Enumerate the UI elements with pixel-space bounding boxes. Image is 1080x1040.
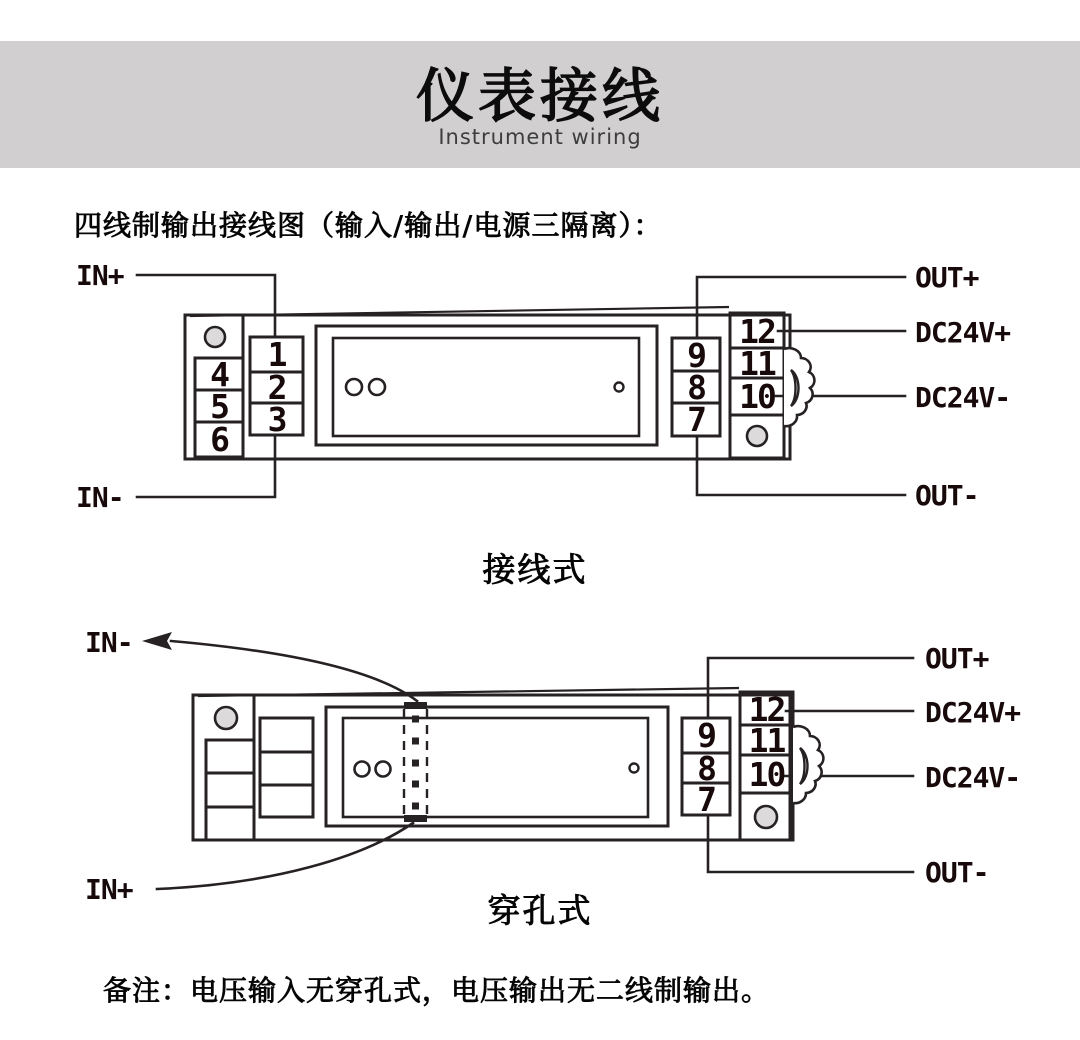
caption-through-hole-type: 穿孔式 [487, 891, 593, 930]
wire-in-plus [137, 275, 275, 336]
din-rail-clip [793, 726, 823, 803]
diagram-terminal-graphics [0, 250, 1080, 590]
mounting-hole [205, 327, 225, 347]
label-in-plus: IN+ [76, 259, 124, 292]
terminal-11: 11 [739, 343, 775, 383]
wire-out-plus [697, 277, 905, 338]
terminal-6: 6 [210, 420, 228, 459]
panel-led-hole [369, 379, 385, 395]
label-dc24v-minus: DC24V- [915, 381, 1011, 414]
terminal-8: 8 [697, 748, 715, 788]
terminal-block-input [260, 718, 313, 817]
terminal-9: 9 [687, 335, 705, 375]
terminal-2: 2 [267, 368, 286, 407]
terminal-5: 5 [210, 386, 228, 426]
terminal-1: 1 [267, 335, 286, 374]
label-out-minus: OUT- [915, 479, 979, 512]
label-dc24v-minus: DC24V- [925, 761, 1021, 794]
through-hole-slot-marks [404, 702, 427, 822]
panel-inner [343, 718, 648, 817]
panel-inner [333, 338, 639, 436]
terminal-3: 3 [267, 399, 286, 439]
panel-led-hole [355, 762, 370, 777]
terminal-11: 11 [748, 720, 785, 760]
header-band [0, 41, 1080, 168]
panel-pin-hole [630, 764, 639, 773]
din-rail-clip-spring [791, 370, 799, 406]
label-in-plus: IN+ [85, 873, 133, 906]
device-top-edge [190, 307, 729, 316]
mounting-hole [747, 426, 767, 446]
terminal-12: 12 [739, 312, 775, 351]
terminal-9: 9 [697, 716, 715, 755]
label-in-minus: IN- [85, 626, 133, 659]
label-dc24v-plus: DC24V+ [915, 316, 1011, 349]
label-dc24v-plus: DC24V+ [925, 696, 1021, 729]
terminal-12: 12 [748, 690, 785, 729]
caption-terminal-type: 接线式 [482, 550, 588, 589]
panel-outer [316, 326, 657, 445]
terminal-10: 10 [739, 377, 775, 416]
arrow-left-icon [142, 632, 172, 650]
terminal-7: 7 [697, 779, 715, 819]
label-in-minus: IN- [76, 481, 124, 514]
mounting-hole [215, 707, 237, 729]
panel-led-hole [376, 762, 391, 777]
terminal-4: 4 [210, 354, 228, 394]
label-out-plus: OUT+ [925, 642, 989, 675]
page-title: 仪表接线 [415, 62, 664, 130]
wire-out-minus [697, 436, 905, 495]
panel-outer [326, 707, 668, 826]
panel-led-hole [346, 379, 362, 395]
terminal-8: 8 [687, 367, 705, 407]
terminal-block-left [206, 740, 254, 840]
wire-in-minus [171, 641, 417, 701]
panel-pin-hole [615, 383, 624, 392]
din-rail-clip-spring [800, 748, 808, 784]
section-heading: 四线制输出接线图（输入/输出/电源三隔离）： [74, 209, 663, 242]
device-top-edge [198, 688, 739, 696]
label-out-plus: OUT+ [915, 261, 979, 294]
mounting-hole [755, 806, 777, 828]
diagram-through-hole-graphics [0, 600, 1080, 900]
label-out-minus: OUT- [925, 856, 989, 889]
terminal-7: 7 [687, 400, 705, 439]
wire-in-plus [157, 823, 413, 889]
page-subtitle: Instrument wiring [438, 125, 642, 149]
din-rail-clip [784, 348, 814, 426]
wire-out-minus [708, 815, 913, 872]
wire-out-plus [708, 658, 913, 718]
note-text: 备注：电压输入无穿孔式，电压输出无二线制输出。 [103, 974, 771, 1007]
through-hole-slot [404, 709, 427, 815]
terminal-10: 10 [748, 754, 785, 794]
